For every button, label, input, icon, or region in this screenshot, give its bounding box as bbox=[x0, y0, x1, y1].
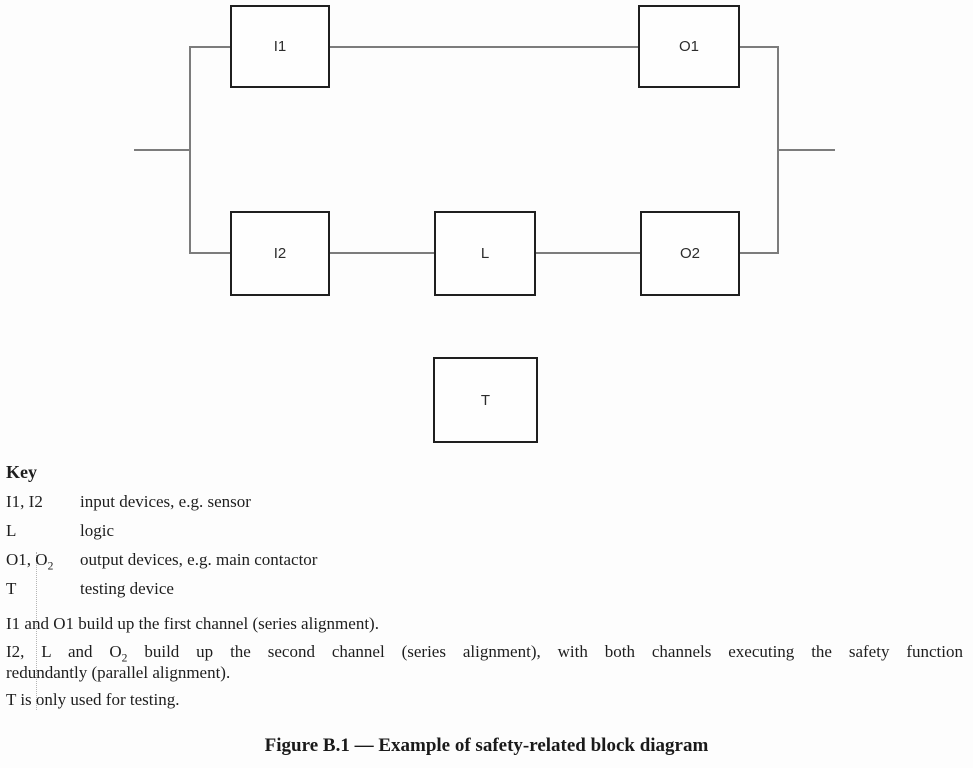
wire-l-o2 bbox=[536, 252, 640, 254]
key-term bbox=[6, 579, 80, 599]
key-term-text: T bbox=[6, 579, 17, 598]
key-term-subscript: 2 bbox=[47, 559, 54, 573]
key-term bbox=[6, 550, 80, 573]
block-o1-label: O1 bbox=[678, 38, 699, 55]
wire-i2-input bbox=[191, 252, 230, 254]
block-o2-label: O2 bbox=[679, 245, 700, 262]
key-heading: Key bbox=[6, 462, 37, 482]
key-term-text: O1, O bbox=[6, 550, 48, 569]
key-row-inputs bbox=[6, 492, 964, 512]
key-row-logic bbox=[6, 521, 964, 541]
figure-caption: Figure B.1 — Example of safety-related block diagram bbox=[264, 735, 709, 756]
key-term bbox=[6, 521, 80, 541]
key-note-testing-only: T is only used for testing. bbox=[6, 690, 180, 709]
key-row-outputs bbox=[6, 550, 964, 573]
block-i1-label: I1 bbox=[273, 38, 287, 55]
note-text: build up the second channel (series alignment), with both channels executing the safety function bbox=[127, 642, 963, 661]
wire-output-stub bbox=[779, 149, 835, 151]
wire-o1-right bbox=[740, 46, 777, 48]
key-definition: output devices, e.g. main contactor bbox=[80, 550, 318, 569]
block-i2 bbox=[230, 211, 330, 296]
wire-i2-l bbox=[330, 252, 434, 254]
wire-i1-input bbox=[191, 46, 230, 48]
block-t-label: T bbox=[480, 391, 491, 409]
block-o1 bbox=[638, 5, 740, 88]
key-row-testing bbox=[6, 579, 964, 599]
figure-key bbox=[6, 462, 964, 608]
block-l bbox=[434, 211, 536, 296]
key-note-second-channel-line1 bbox=[6, 641, 963, 665]
key-note-first-channel: I1 and O1 build up the first channel (series alignment). bbox=[6, 614, 379, 633]
key-term bbox=[6, 492, 80, 512]
wire-o2-right bbox=[740, 252, 777, 254]
wire-i1-o1 bbox=[330, 46, 638, 48]
key-term-text: I1, I2 bbox=[6, 492, 43, 511]
note-subscript: 2 bbox=[121, 651, 128, 665]
wire-input-stub bbox=[134, 149, 190, 151]
key-note-second-channel bbox=[6, 641, 963, 683]
note-text: I2, L and O bbox=[6, 642, 122, 661]
block-t bbox=[433, 357, 538, 443]
key-definition: input devices, e.g. sensor bbox=[80, 492, 251, 511]
key-term-text: L bbox=[6, 521, 17, 540]
block-l-label: L bbox=[480, 245, 490, 262]
block-i1 bbox=[230, 5, 330, 88]
block-o2 bbox=[640, 211, 740, 296]
block-i2-label: I2 bbox=[273, 245, 287, 262]
key-note-second-channel-line2: redundantly (parallel alignment). bbox=[6, 663, 231, 682]
key-definition: testing device bbox=[80, 579, 174, 598]
key-definition: logic bbox=[80, 521, 114, 540]
wire-left-branch bbox=[189, 46, 191, 254]
